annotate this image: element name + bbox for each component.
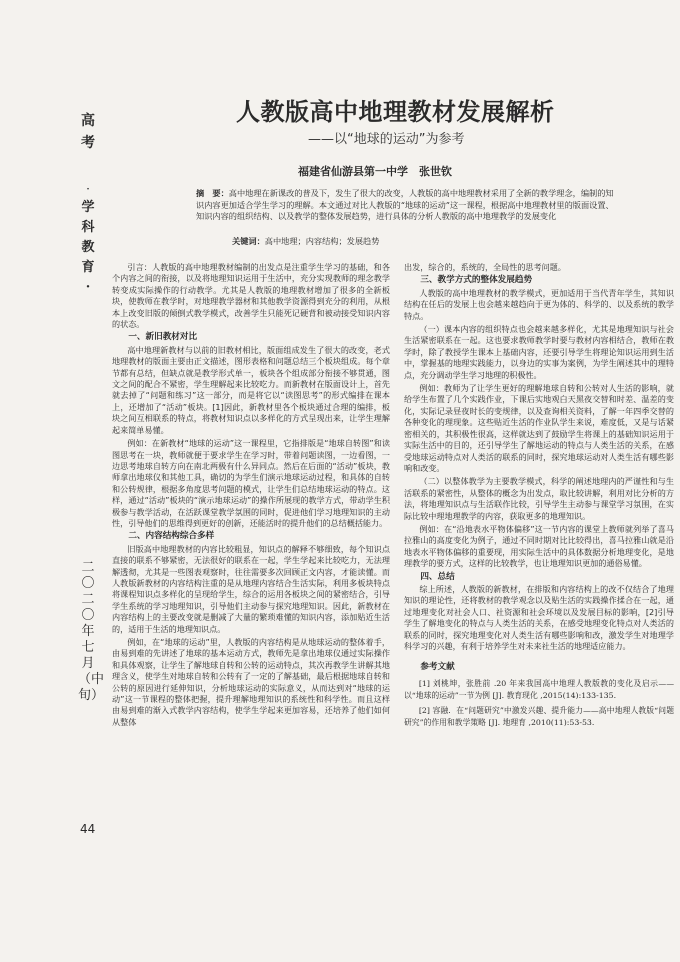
abstract-label: 摘 要： [196, 188, 229, 198]
body-paragraph: 人教版的高中地理教材的教学模式，更加适用于当代青年学生，其知识结构在任后的发展上也会越来越趋向于更为体的、科学的、以及系统的教学特点。 [404, 287, 674, 321]
article-subtitle: ——以“地球的运动”为参考 [308, 132, 465, 147]
body-paragraph: （一）课本内容的组织特点也会越来越多样化，尤其是地理知识与社会生活紧密联系在一起。这也要求教师教学时要与教材内容相结合，教师在教学时，除了教授学生课本上基础内容，还要引导学生将理论知识运用到生活中，掌握基的地理实践能力，以身边的实事为案例，为学生阐述其中的理特点，充分调动学生学习地理的积极性。 [404, 324, 674, 380]
body-paragraph: 旧版高中地理教材的内容比较粗显，知识点的解释不够细致，每个知识点直接的联系不够紧密，无法很好的联系在一起，学生学起来比较吃力，无法理解透彻，尤其是一些图表观察时，往往需要多次回顾正文内容，才能读懂。而人教版新教材的内容结构注重的是从地理内容结合生活实际，利用多板块特点将课程知识点多样化的呈现给学生，综合的运用各板块之间的紧密结合，引导学生系统的学习地理知识，引导他们主动参与探究地理知识。因此，新教材在内容结构上的主要改变就是删减了大量的繁琐难懂的知识内容，添加贴近生活的，适用于生活的地理知识点。 [112, 543, 390, 634]
reference-item: [2] 容融．在“问题研究”中激发兴趣、提升能力——高中地理人教版“问题研究”的作用和教学策略 [J]. 地理育 ,2010(11):53-53. [404, 705, 674, 727]
article-author: 福建省仙游县第一中学 张世钦 [298, 165, 452, 178]
section-heading: 一、新旧教材对比 [128, 332, 198, 343]
article-title: 人教版高中地理教材发展解析 [236, 97, 555, 126]
margin-dot: · [86, 182, 90, 196]
right-column-body [404, 262, 674, 652]
abstract [196, 188, 616, 223]
page-number: 44 [80, 822, 96, 836]
section-heading: 四、总结 [420, 571, 455, 582]
margin-issue-date: 二 〇 二 〇 年 七 月 （中 旬） [78, 560, 105, 703]
margin-section-label: 高 考 [81, 113, 95, 151]
references-title: 参考文献 [420, 662, 455, 673]
abstract-text: 高中地理在新课改的普及下，发生了很大的改变，人教版的高中地理教材采用了全新的教学理念，编制的知识内容更加适合学生学习的理解。本文通过对比人教版的“地球的运动”这一课程，根据高中地理教材里的版面设置、知识内容的组织结构、以及教学的整体发展趋势，进行具体的分析人教版的高中地理教学的发展变化 [196, 188, 614, 222]
reference-item: [1] 刘桃坤，张胜前 .20 年来我国高中地理人教版教的变化及启示——以“地球的运动”一节为例 [J]. 教育现化 ,2015(14):133-135. [404, 678, 674, 700]
body-paragraph: 例如：在新教材“地球的运动”这一课程里，它指排版是“地球自转图”和读图思考在一块，教师就便于要求学生在学习时，带着问题读图，一边看图，一边思考地球自转方向在南北两极有什么异同点。然后在后面的“活动”板块，教师拿出地球仪和其他工具，确切的为学生们演示地球运动过程，和具体的自转和公转规律，根据多角度思考问题的模式，让学生们总结地球运动的特点。这样，通过“活动”板块的“演示地球运动”的操作所展现的教学方式，带动学生积极参与教学活动，在活跃课堂教学氛围的同时，促进他们学习地理知识的主动性，引导他们的思维得到更好的创新，还能活时的提升他们的总结概括能力。 [112, 438, 390, 528]
body-paragraph: （二）以整体教学为主要教学模式，科学的阐述地理内的严谨性和与生活联系的紧密性，从整体的概念为出发点，取比较讲解，利用对比分析的方法，将地理知识点与生活联作比较，引导学生主动参与课堂学习氛围，在实际比较中理地理教学的内容，获取更多的地理知识。 [404, 476, 674, 521]
body-paragraph: 例如，在“地球的运动”里，人教版的内容结构是从地球运动的整体着手，由易到难的先讲述了地球的基本运动方式，教师先是拿出地球仪通过实际操作和具体观察，让学生了解地球自转和公转的运动特点，其次再教学生讲解其地理含义，使学生对地球自转和公转有了一定的了解基础，最后根据地球自转和公转的原因进行延伸知识，分析地球运动的实际意义，从而达到对“地球的运动”这一节课程的整体把握，提升理解地理知识的系统性和科学性。而且这样由易到难的渐入式教学内容结构，使学生学起来更加容易，还培养了他们如何从整体 [112, 637, 390, 727]
margin-magazine-name: 学 科 教 育 · [81, 200, 95, 295]
body-paragraph: 例如：在“沿地表水平物体偏移”这一节内容的课堂上教师就列举了喜马拉雅山的高度变化为例子，通过不同时期对比比较得出，喜马拉雅山就是沿地表水平物体偏移的重要现，用实际生活中的具体数据分析地理变化，是地理教学的要方式，这样的比较教学，也让地理知识更加的通俗易懂。 [404, 523, 674, 569]
keywords-label: 关键词： [232, 236, 265, 246]
keywords-text: 高中地理；内容结构；发展趋势 [264, 236, 380, 246]
left-column [112, 262, 390, 730]
section-heading: 三、教学方式的整体发展趋势 [420, 275, 533, 286]
body-paragraph: 引言：人教版的高中地理教材编制的出发点是注重学生学习的基础，和各个内容之间的衔接，以及将地理知识运用于生活中，充分实现教师的理念教学转变成实际操作的行动教学。尤其是人教版的地理教材增加了很多的全新板块，使教师在教学时，对地理教学器材和其他教学资源得到充分的利用，从根本上改变旧版的倾倒式教学模式，改善学生只能死记硬背和被动接受知识内容的状态。 [112, 262, 390, 330]
body-paragraph: 综上所述，人教版的新教材，在排版和内容结构上的改不仅结合了地理知识的理论性，还将教材的教学观念以及贴生活的实践操作揉合在一起，通过地理变化对社会人口、社资源和社会环境以及发展目标的影响，[2]引导学生了解地变化的特点与人类生活的关系，在感受地理变化特点对人类活的联系的同时，探究地理变化对人类生活有哪些影响和改，激发学生对地理学科学习的兴趣，有利于培养学生对未来社生活的地理适应能力。 [404, 583, 674, 651]
right-column [404, 262, 674, 732]
body-paragraph: 高中地理新教材与以前的旧教材相比，版面组成发生了很大的改变，老式地理教材的版面主要由正文描述，图形表格和问题总结三个板块组成。每个章节都有总结，但缺点就是教学形式单一，板块各个组成部分衔接不够贯通，图文之间的配合不紧密，学生理解起来比较吃力。而新教材在版面设计上，首先就去掉了“问题和练习”这一部分，而是将它以“读图思考”的形式编排在课本上，还增加了“活动”板块。[1]因此，新教材里各个板块通过合理的编排，板块之间互相联系的特点，将教材知识点以多样化的方式呈现出来，让学生理解起来简单易懂。 [112, 344, 390, 435]
keywords [232, 236, 379, 247]
section-heading: 二、内容结构综合多样 [128, 531, 215, 542]
body-paragraph: 例如：教师为了让学生更好的理解地球自转和公转对人生活的影响，就给学生布置了几个实践作业，下课后实地观白天黑夜交替和时差、温差的变化，实际记录昼夜时长的变规律，以及查询相关资料，了解一年四季交替的各种变化的理现象。这些贴近生活的作业队学生来说，难度低，又是与话紧密相关的，其积极性很高，这样就达到了鼓励学生将课上的基础知识运用于实际生活中的目的，还引导学生了解地运动的特点与人类生活的关系，在感受地球运动特点对人类活的联系的同时，探究地球运动对人类生活有哪些影响和改变。 [404, 383, 674, 473]
body-paragraph: 出发，综合的，系统的，全局性的思考问题。 [404, 262, 566, 272]
